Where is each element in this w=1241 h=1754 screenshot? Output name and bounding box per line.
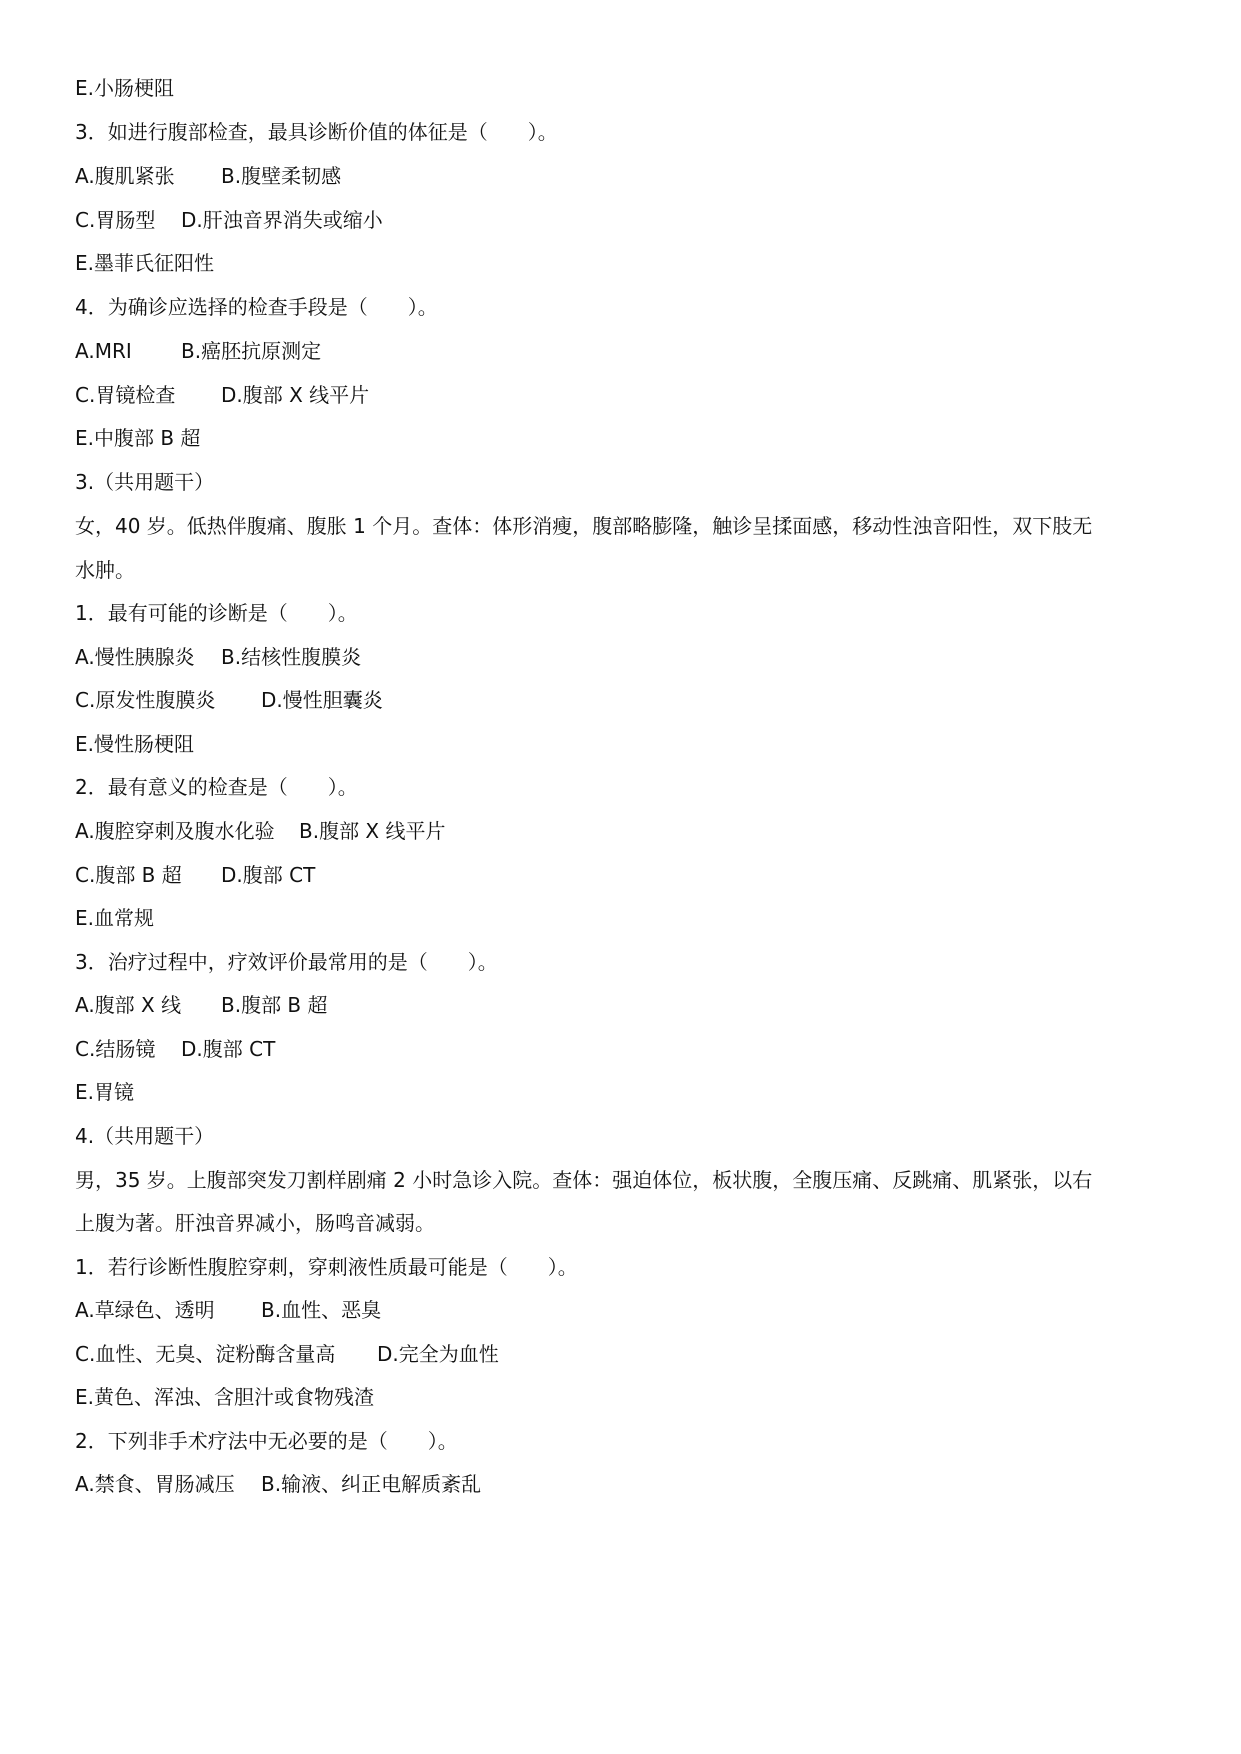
options-row bbox=[75, 686, 383, 714]
option-d: D.腹部 CT bbox=[181, 1037, 276, 1061]
option-a: A.禁食、胃肠减压 bbox=[75, 1472, 235, 1496]
question-text: 2．下列非手术疗法中无必要的是（ ）。 bbox=[75, 1429, 458, 1453]
options-row bbox=[75, 861, 315, 889]
option-c: C.血性、无臭、淀粉酶含量高 bbox=[75, 1342, 336, 1366]
options-row bbox=[75, 1470, 481, 1498]
question-text: 4．为确诊应选择的检查手段是（ ）。 bbox=[75, 295, 438, 319]
option-b: B.输液、纠正电解质紊乱 bbox=[261, 1472, 482, 1496]
case-stem: 上腹为著。肝浊音界减小，肠鸣音减弱。 bbox=[75, 1211, 435, 1235]
option-b: B.腹部 X 线平片 bbox=[299, 819, 446, 843]
option-d: D.腹部 X 线平片 bbox=[221, 383, 370, 407]
case-stem: 水肿。 bbox=[75, 558, 135, 582]
option-b: B.血性、恶臭 bbox=[261, 1298, 382, 1322]
options-row bbox=[75, 991, 328, 1019]
options-row bbox=[75, 381, 369, 409]
option-a: A.腹腔穿刺及腹水化验 bbox=[75, 819, 275, 843]
question-text: 1．最有可能的诊断是（ ）。 bbox=[75, 601, 358, 625]
question-text: 2．最有意义的检查是（ ）。 bbox=[75, 775, 358, 799]
option-text: E.中腹部 B 超 bbox=[75, 426, 201, 450]
option-c: C.腹部 B 超 bbox=[75, 863, 182, 887]
question-text: 3．治疗过程中，疗效评价最常用的是（ ）。 bbox=[75, 950, 498, 974]
option-a: A.草绿色、透明 bbox=[75, 1298, 215, 1322]
option-a: A.慢性胰腺炎 bbox=[75, 645, 195, 669]
option-text: E.慢性肠梗阻 bbox=[75, 732, 194, 756]
option-a: A.MRI bbox=[75, 339, 132, 363]
option-d: D.肝浊音界消失或缩小 bbox=[181, 208, 383, 232]
option-d: D.完全为血性 bbox=[377, 1342, 499, 1366]
option-text: E.胃镜 bbox=[75, 1080, 134, 1104]
options-row bbox=[75, 1340, 499, 1368]
option-text: E.墨菲氏征阳性 bbox=[75, 251, 214, 275]
option-c: C.结肠镜 bbox=[75, 1037, 156, 1061]
options-row bbox=[75, 1296, 381, 1324]
options-row bbox=[75, 337, 321, 365]
case-stem: 女，40 岁。低热伴腹痛、腹胀 1 个月。查体：体形消瘦，腹部略膨隆，触诊呈揉面感，移动性浊音阳性，双下肢无 bbox=[75, 514, 1093, 538]
case-stem: 男，35 岁。上腹部突发刀割样剧痛 2 小时急诊入院。查体：强迫体位，板状腹，全腹压痛、反跳痛、肌紧张，以右 bbox=[75, 1168, 1093, 1192]
option-text: E.小肠梗阻 bbox=[75, 76, 174, 100]
option-c: C.原发性腹膜炎 bbox=[75, 688, 216, 712]
option-b: B.腹壁柔韧感 bbox=[221, 164, 342, 188]
option-a: A.腹肌紧张 bbox=[75, 164, 175, 188]
option-text: E.血常规 bbox=[75, 906, 154, 930]
options-row bbox=[75, 643, 361, 671]
section-heading: 3.（共用题干） bbox=[75, 470, 215, 494]
option-d: D.慢性胆囊炎 bbox=[261, 688, 383, 712]
option-b: B.结核性腹膜炎 bbox=[221, 645, 362, 669]
section-heading: 4.（共用题干） bbox=[75, 1124, 215, 1148]
option-text: E.黄色、浑浊、含胆汁或食物残渣 bbox=[75, 1385, 374, 1409]
option-d: D.腹部 CT bbox=[221, 863, 316, 887]
question-text: 3．如进行腹部检查，最具诊断价值的体征是（ ）。 bbox=[75, 120, 558, 144]
options-row bbox=[75, 206, 383, 234]
option-c: C.胃镜检查 bbox=[75, 383, 176, 407]
option-a: A.腹部 X 线 bbox=[75, 993, 182, 1017]
options-row bbox=[75, 162, 341, 190]
option-c: C.胃肠型 bbox=[75, 208, 156, 232]
options-row bbox=[75, 1035, 275, 1063]
options-row bbox=[75, 817, 446, 845]
question-text: 1．若行诊断性腹腔穿刺，穿刺液性质最可能是（ ）。 bbox=[75, 1255, 578, 1279]
option-b: B.癌胚抗原测定 bbox=[181, 339, 322, 363]
option-b: B.腹部 B 超 bbox=[221, 993, 328, 1017]
